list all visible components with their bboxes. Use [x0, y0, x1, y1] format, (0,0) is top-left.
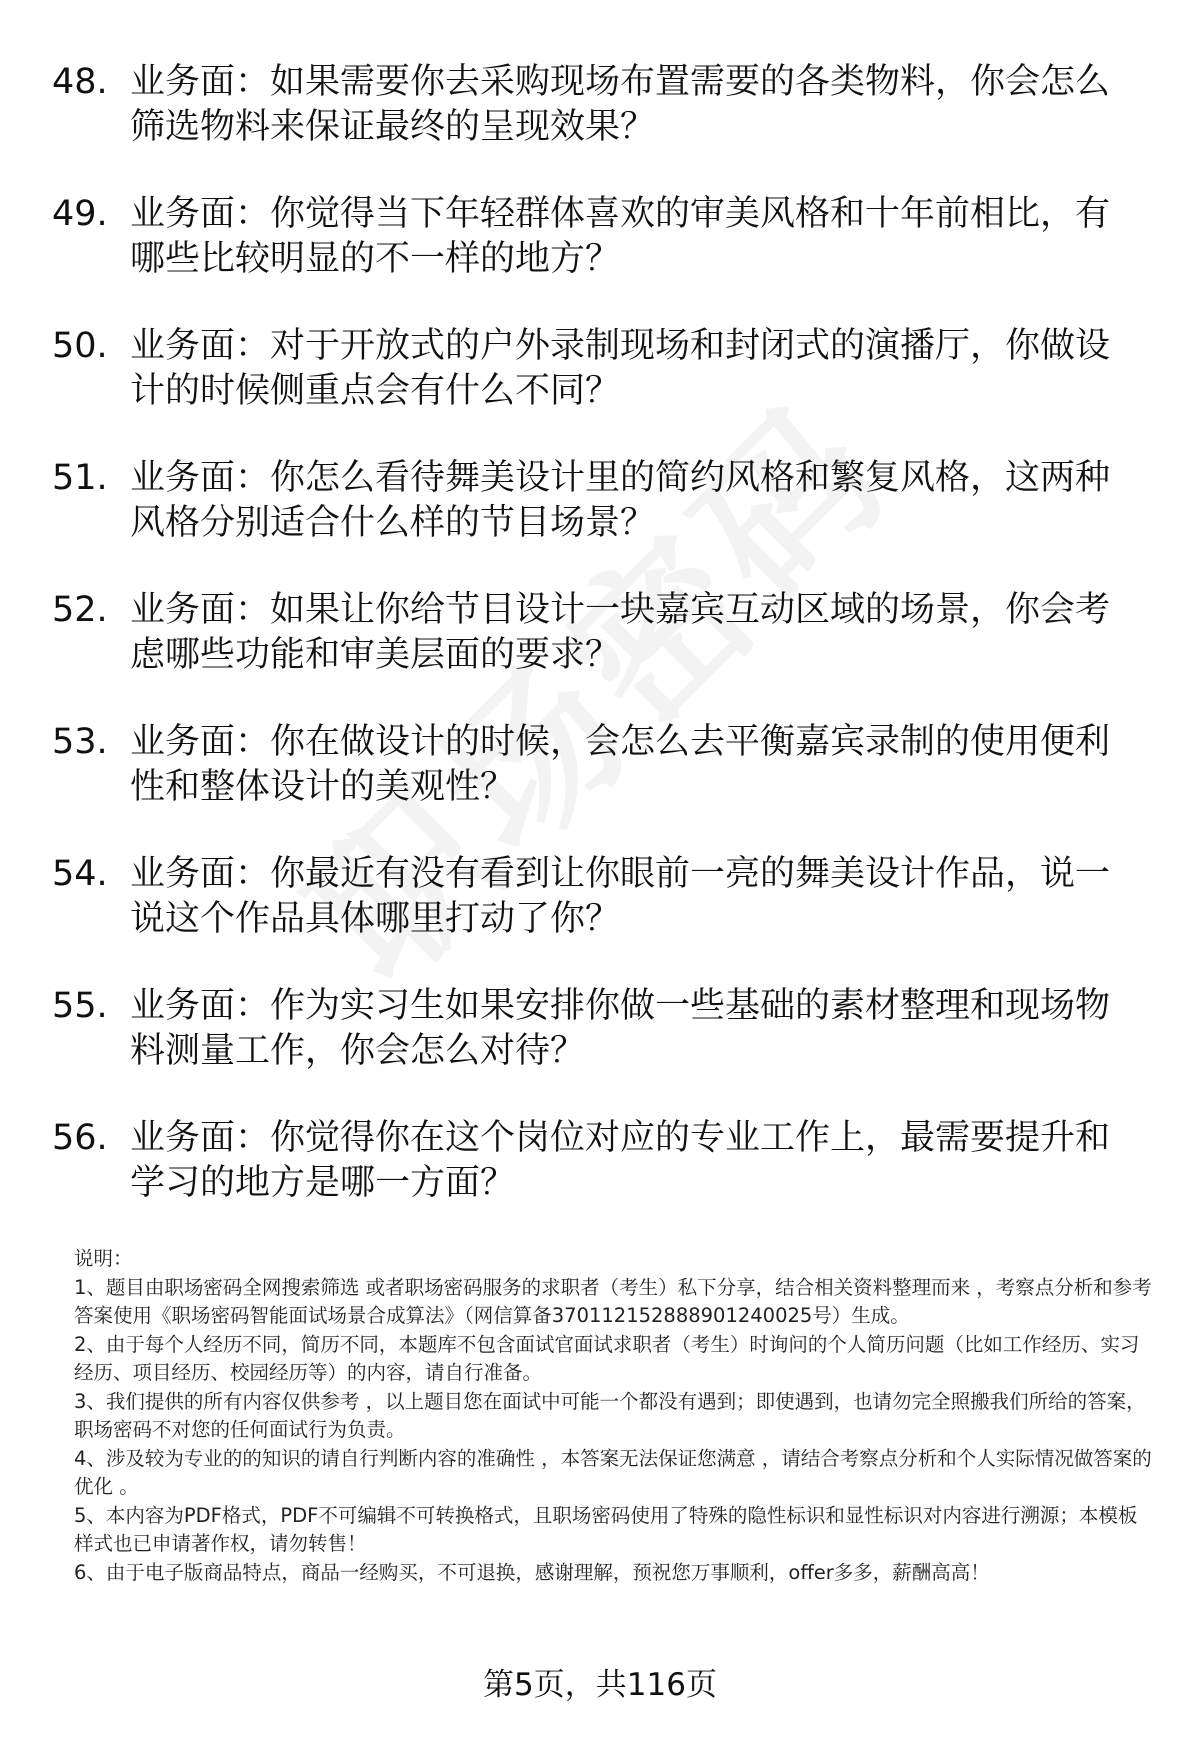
question-number: 55.	[52, 986, 108, 1026]
question-item	[0, 852, 1200, 984]
question-number: 51.	[52, 458, 108, 498]
question-number: 50.	[52, 326, 108, 366]
question-text: 业务面：对于开放式的户外录制现场和封闭式的演播厅，你做设计的时候侧重点会有什么不同？	[130, 326, 1111, 411]
note-item: 2、由于每个人经历不同，简历不同，本题库不包含面试官面试求职者（考生）时询问的个人简历问题（比如工作经历、实习经历、项目经历、校园经历等）的内容，请自行准备。	[74, 1332, 1140, 1384]
note-item: 3、我们提供的所有内容仅供参考 ，以上题目您在面试中可能一个都没有遇到；即使遇到，也请勿完全照搬我们所给的答案，职场密码不对您的任何面试行为负责。	[74, 1389, 1146, 1441]
question-text: 业务面：你最近有没有看到让你眼前一亮的舞美设计作品，说一说这个作品具体哪里打动了你？	[130, 854, 1111, 939]
question-item	[0, 984, 1200, 1116]
note-item: 4、涉及较为专业的的知识的请自行判断内容的准确性 ，本答案无法保证您满意 ，请结合考察点分析和个人实际情况做答案的优化 。	[74, 1446, 1152, 1498]
question-number: 49.	[52, 194, 108, 234]
question-number: 56.	[52, 1118, 108, 1158]
note-item: 5、本内容为PDF格式，PDF不可编辑不可转换格式，且职场密码使用了特殊的隐性标识和显性标识对内容进行溯源；本模板样式也已申请著作权，请勿转售！	[74, 1503, 1138, 1555]
question-text: 业务面：你在做设计的时候，会怎么去平衡嘉宾录制的使用便利性和整体设计的美观性？	[130, 722, 1111, 807]
question-number: 53.	[52, 722, 108, 762]
question-number: 54.	[52, 854, 108, 894]
note-item: 1、题目由职场密码全网搜索筛选 或者职场密码服务的求职者（考生）私下分享，结合相关资料整理而来 ，考察点分析和参考答案使用《职场密码智能面试场景合成算法》（网信算备370112152888901240025号）生成。	[74, 1275, 1152, 1327]
question-text: 业务面：你觉得你在这个岗位对应的专业工作上，最需要提升和学习的地方是哪一方面？	[130, 1118, 1111, 1203]
note-item: 6、由于电子版商品特点，商品一经购买，不可退换，感谢理解，预祝您万事顺利，offer多多，薪酬高高！	[74, 1560, 990, 1584]
question-item	[0, 1116, 1200, 1248]
question-number: 48.	[52, 62, 108, 102]
question-item	[0, 60, 1200, 192]
question-text: 业务面：如果让你给节目设计一块嘉宾互动区域的场景，你会考虑哪些功能和审美层面的要求？	[130, 590, 1111, 675]
question-list	[0, 60, 1200, 1248]
question-item	[0, 720, 1200, 852]
question-item	[0, 588, 1200, 720]
question-item	[0, 324, 1200, 456]
question-text: 业务面：你怎么看待舞美设计里的简约风格和繁复风格，这两种风格分别适合什么样的节目场景？	[130, 458, 1111, 543]
notes-title: 说明：	[74, 1247, 133, 1270]
question-text: 业务面：如果需要你去采购现场布置需要的各类物料，你会怎么筛选物料来保证最终的呈现效果？	[130, 62, 1111, 147]
question-text: 业务面：你觉得当下年轻群体喜欢的审美风格和十年前相比，有哪些比较明显的不一样的地方？	[130, 194, 1111, 279]
question-number: 52.	[52, 590, 108, 630]
question-item	[0, 456, 1200, 588]
question-text: 业务面：作为实习生如果安排你做一些基础的素材整理和现场物料测量工作，你会怎么对待？	[130, 986, 1111, 1071]
disclaimer-notes	[74, 1245, 1154, 1587]
page-number: 第5页，共116页	[483, 1667, 717, 1703]
question-item	[0, 192, 1200, 324]
